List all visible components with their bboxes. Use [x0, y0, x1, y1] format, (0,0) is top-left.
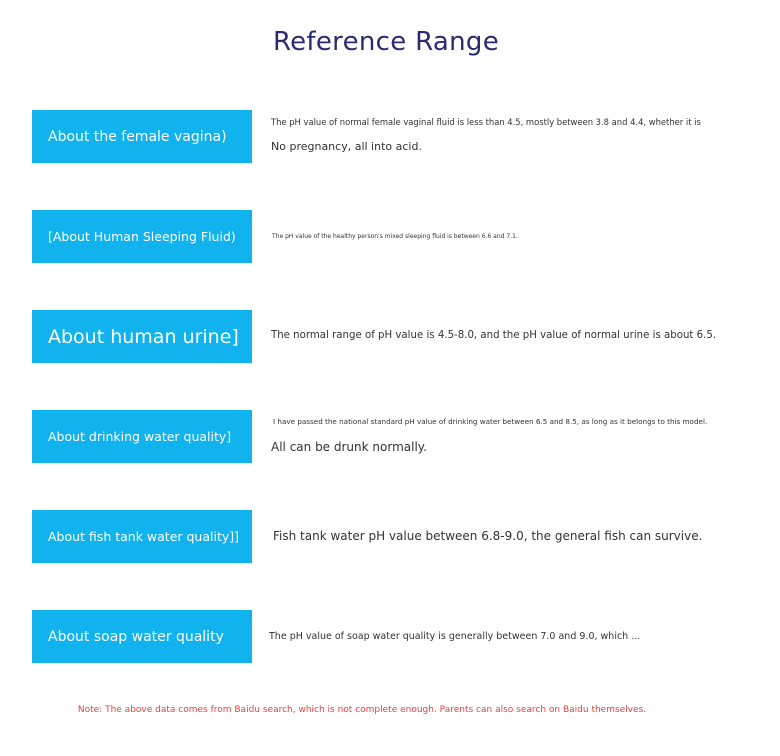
desc-line: The pH value of soap water quality is generally between 7.0 and 9.0, which ... — [269, 631, 641, 642]
desc-sleeping-fluid — [272, 233, 518, 240]
desc-line: No pregnancy, all into acid. — [271, 140, 422, 153]
desc-soap-water — [269, 631, 640, 642]
desc-line: The pH value of normal female vaginal fluid is less than 4.5, mostly between 3.8 and 4.4, whether it is — [271, 117, 701, 127]
desc-line: The pH value of the healthy person's mixed sleeping fluid is between 6.6 and 7.1. — [272, 233, 518, 240]
desc-drinking-water — [273, 417, 707, 454]
desc-fish-tank — [273, 529, 702, 543]
desc-line: Fish tank water pH value between 6.8-9.0, the general fish can survive. — [273, 529, 703, 543]
desc-line: All can be drunk normally. — [271, 440, 427, 454]
label-human-urine: About human urine] — [32, 310, 252, 363]
label-fish-tank: About fish tank water quality]] — [32, 510, 252, 563]
label-sleeping-fluid: [About Human Sleeping Fluid) — [32, 210, 252, 263]
desc-female-vagina — [271, 117, 701, 153]
desc-line: The normal range of pH value is 4.5-8.0, and the pH value of normal urine is about 6.5. — [271, 330, 717, 341]
label-soap-water: About soap water quality — [32, 610, 252, 663]
desc-human-urine — [271, 330, 716, 341]
page-title: Reference Range — [272, 27, 500, 57]
footnote: Note: The above data comes from Baidu search, which is not complete enough. Parents can also search on Baidu themselves. — [77, 705, 647, 715]
label-female-vagina: About the female vagina) — [32, 110, 252, 163]
desc-line: I have passed the national standard pH value of drinking water between 6.5 and 8.5, as long as it belongs to this model. — [273, 417, 708, 426]
label-drinking-water: About drinking water quality] — [32, 410, 252, 463]
